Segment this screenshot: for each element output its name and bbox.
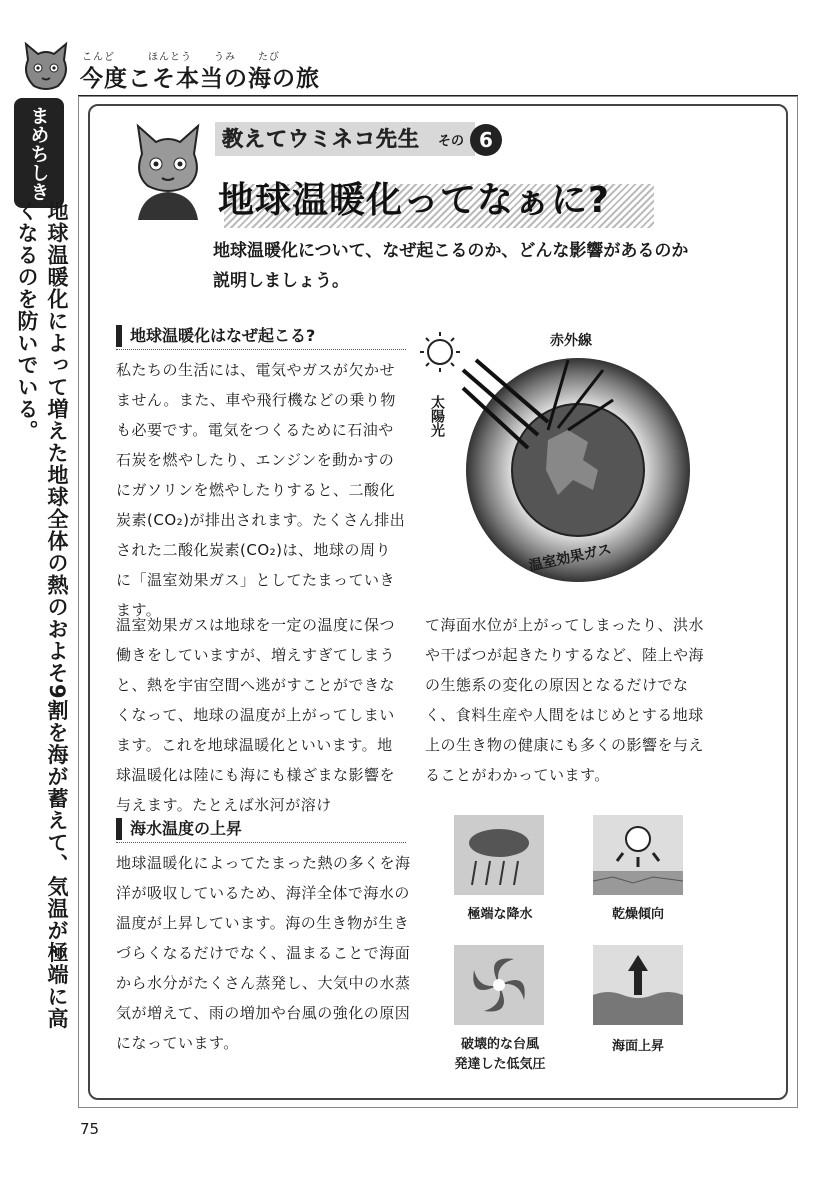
header-title-ruby: こんど ほんとう うみ たび <box>82 52 280 63</box>
greenhouse-gas-label: 温室効果ガス <box>527 541 613 575</box>
sun-icon <box>420 332 460 372</box>
heavy-rain-icon <box>454 815 544 895</box>
intro-text: 地球温暖化について、なぜ起こるのか、どんな影響があるのか説明しましょう。 <box>213 241 689 291</box>
lesson-label: 教えてウミネコ先生 <box>222 127 420 151</box>
section1-paragraph1: 私たちの生活には、電気やガスが欠かせません。また、車や飛行機などの乗り物も必要です。電気をつくるために石油や石炭を燃やしたり、エンジンを動かすのにガソリンを燃やしたりすると、二酸化炭素(CO₂)が排出されます。たくさん排出された二酸化炭素(CO₂)は、地球の周りに「温室効果ガス」としてたまっていきます。 <box>116 361 406 619</box>
teacher-cat-icon <box>128 120 208 220</box>
typhoon-caption-line1: 破壊的な台風 <box>460 1037 539 1052</box>
typhoon-caption-line2: 発達した低気圧 <box>454 1057 546 1072</box>
sunlight-label: 太陽光 <box>429 395 445 437</box>
typhoon-icon <box>454 945 544 1025</box>
sea-level-rise-icon <box>593 945 683 1025</box>
drought-caption: 乾燥傾向 <box>611 907 664 922</box>
page-number: 75 <box>80 1120 100 1138</box>
section1-rule <box>116 349 406 350</box>
section2-rule <box>116 842 406 843</box>
heavy-rain-caption: 極端な降水 <box>467 907 533 922</box>
greenhouse-diagram <box>418 330 708 585</box>
sea-level-rise-caption: 海面上昇 <box>611 1039 664 1054</box>
side-tab-label: まめちしき <box>14 98 64 208</box>
typhoon-caption <box>430 1035 570 1075</box>
infrared-label: 赤外線 <box>550 333 592 349</box>
header-title: 今度こそ本当の海の旅 <box>80 66 320 92</box>
section1-paragraph2: 温室効果ガスは地球を一定の温度に保つ働きをしていますが、増えすぎてしまうと、熱を宇宙空間へ逃がすことができなくなって、地球の温度が上がってしまいます。これを地球温暖化といいます。地球温暖化は陸にも海にも様ざまな影響を与えます。たとえば氷河が溶け <box>116 616 396 814</box>
section1-continued: て海面水位が上がってしまったり、洪水や干ばつが起きたりするなど、陸上や海の生態系の変化の原因となるだけでなく、食料生産や人間をはじめとする地球上の生き物の健康にも多くの影響を与えることがわかっています。 <box>425 616 705 784</box>
side-note-text: 地球温暖化によって増えた地球全体の熱のおよそ9割を海が蓄えて、気温が極端に高くなるのを防いでいる。 <box>15 200 69 1030</box>
drought-icon <box>593 815 683 895</box>
section2-paragraph: 地球温暖化によってたまった熱の多くを海洋が吸収しているため、海洋全体で海水の温度が上昇しています。海の生き物が生きづらくなるだけでなく、温まることで海面から水分がたくさん蒸発し、大気中の水蒸気が増えて、雨の増加や台風の強化の原因になっています。 <box>116 854 411 1052</box>
cat-mascot-icon <box>20 40 72 96</box>
section1-heading: 地球温暖化はなぜ起こる? <box>116 325 315 347</box>
main-title: 地球温暖化ってなぁに? <box>218 180 610 221</box>
section2-heading: 海水温度の上昇 <box>116 818 242 840</box>
lesson-sono: その <box>438 134 465 149</box>
lesson-number-badge: 6 <box>470 124 502 156</box>
